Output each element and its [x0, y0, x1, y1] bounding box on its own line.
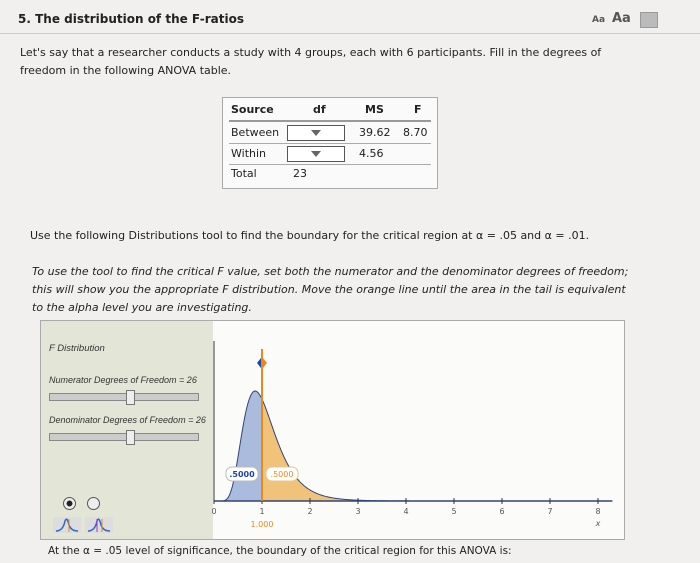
anova-table: [222, 97, 438, 189]
left-area: [214, 391, 262, 501]
table-row: [229, 144, 431, 165]
x-tick-label: 2: [307, 507, 313, 516]
table-row: [229, 123, 431, 144]
header-f: F: [414, 103, 422, 116]
ms-cell: 4.56: [359, 147, 384, 160]
tool-usage-text: To use the tool to find the critical F value, set both the numerator and the denominator degrees of freedom; this will show you the appropriate F distribution. Move the orange line until the area in the tail is equivalent to the alpha level you are investigating.: [32, 265, 629, 314]
x-tick-label: 5: [451, 507, 457, 516]
x-tick-label: 0: [211, 507, 217, 516]
within-df-dropdown[interactable]: [287, 146, 345, 162]
source-cell: Within: [231, 147, 267, 160]
question-title: 5. The distribution of the F-ratios: [18, 12, 244, 26]
df-cell: 23: [293, 167, 307, 180]
table-header: [229, 100, 431, 122]
f-cell: 8.70: [403, 126, 428, 139]
final-question: At the α = .05 level of significance, the boundary of the critical region for this ANOVA is:: [48, 545, 512, 557]
slider-thumb[interactable]: [126, 430, 135, 445]
intro-text: Let's say that a researcher conducts a study with 4 groups, each with 6 participants. Fill in the degrees of freedom in the following ANOVA table.: [20, 46, 602, 77]
increase-font-button[interactable]: Aa: [612, 11, 631, 26]
x-tick-label: 3: [355, 507, 361, 516]
denominator-label: Denominator Degrees of Freedom = 26: [49, 415, 206, 425]
table-row: [229, 164, 431, 184]
book-icon[interactable]: [640, 12, 658, 28]
header-df: df: [313, 103, 326, 116]
numerator-label: Numerator Degrees of Freedom = 26: [49, 375, 197, 385]
right-tail-area: [262, 399, 598, 501]
denominator-slider[interactable]: [49, 433, 199, 441]
between-df-dropdown[interactable]: [287, 125, 345, 141]
controls-panel: [41, 321, 213, 539]
x-tick-label: 7: [547, 507, 553, 516]
x-tick-label: 1: [259, 507, 265, 516]
slider-thumb[interactable]: [126, 390, 135, 405]
drag-handle-left: [257, 358, 261, 368]
one-tail-distribution-icon[interactable]: [53, 517, 81, 533]
ms-cell: 39.62: [359, 126, 391, 139]
drag-handle-right: [263, 358, 267, 368]
right-area-value: .5000: [270, 470, 294, 479]
tool-instruction: Use the following Distributions tool to find the boundary for the critical region at α = .05 and α = .01.: [30, 229, 590, 242]
x-tick-label: 6: [499, 507, 505, 516]
two-tail-radio[interactable]: [87, 497, 100, 510]
source-cell: Between: [231, 126, 280, 139]
header-source: Source: [231, 103, 274, 116]
source-cell: Total: [231, 167, 257, 180]
x-axis-label: x: [595, 519, 601, 528]
boundary-value: 1.000: [250, 520, 274, 529]
f-distribution-tool: [40, 320, 625, 540]
header-ms: MS: [365, 103, 384, 116]
tool-title: F Distribution: [49, 343, 105, 354]
two-tail-distribution-icon[interactable]: [85, 517, 113, 533]
x-tick-label: 8: [595, 507, 601, 516]
f-distribution-chart[interactable]: [213, 321, 624, 539]
numerator-slider[interactable]: [49, 393, 199, 401]
one-tail-radio[interactable]: [63, 497, 76, 510]
decrease-font-button[interactable]: Aa: [592, 15, 606, 25]
left-area-value: .5000: [229, 470, 255, 479]
divider: [0, 33, 700, 34]
x-tick-label: 4: [403, 507, 409, 516]
